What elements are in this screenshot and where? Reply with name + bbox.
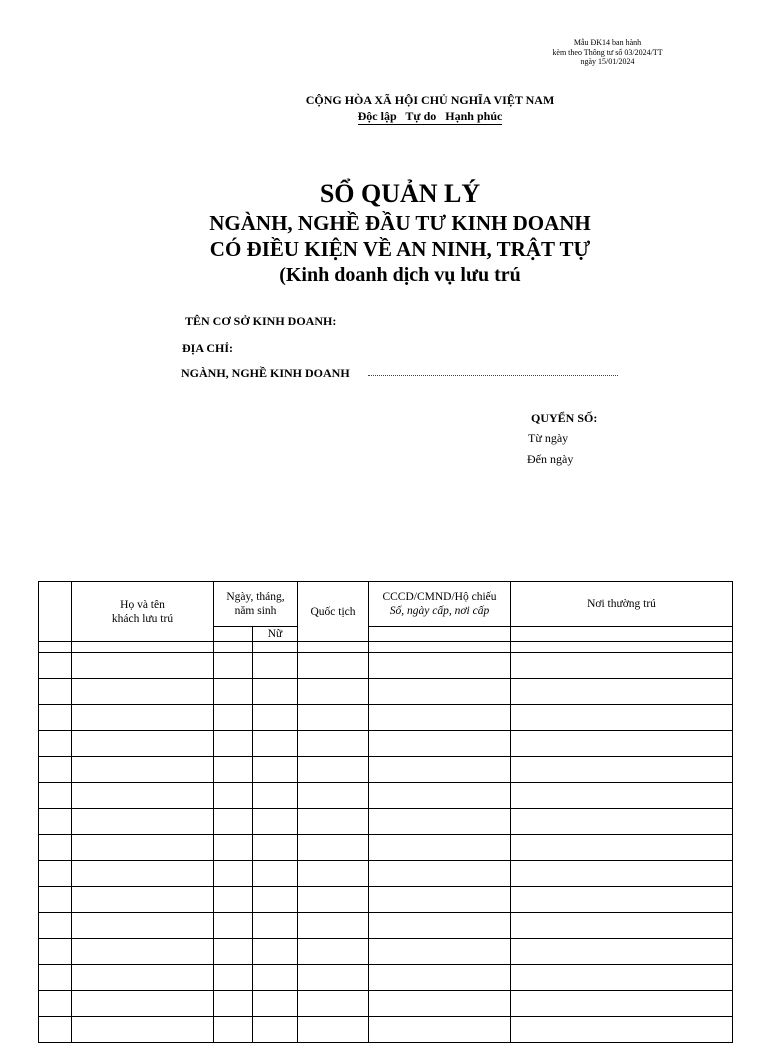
guest-register-table: [38, 581, 733, 1043]
business-sector-label: NGÀNH, NGHỀ KINH DOANH: [181, 366, 350, 380]
col-index-header: [39, 582, 72, 642]
national-motto: [200, 109, 660, 124]
table-row: [39, 835, 733, 861]
table-row: [39, 679, 733, 705]
guest-name-header-line1: Họ và tên: [120, 598, 165, 611]
table-header-row: [39, 582, 733, 627]
table-row: [39, 861, 733, 887]
col-dob-male-header: [214, 627, 253, 642]
from-date-label: Từ ngày: [528, 431, 569, 445]
col-dob-header: [214, 582, 298, 627]
form-note-line3: ngày 15/01/2024: [580, 57, 635, 66]
col-residence-header: Nơi thường trú: [511, 582, 733, 627]
form-note-line1: Mẫu ĐK14 ban hành: [573, 38, 642, 47]
document-subtitle-1: NGÀNH, NGHỀ ĐẦU TƯ KINH DOANH: [209, 211, 591, 235]
col-residence-subheader: [511, 627, 733, 642]
business-name-label: TÊN CƠ SỞ KINH DOANH:: [185, 314, 337, 328]
dob-header-line2: năm sinh: [234, 605, 277, 617]
table-row: [39, 913, 733, 939]
col-guest-name-header: [72, 582, 214, 642]
table-row: [39, 939, 733, 965]
table-row: [39, 1017, 733, 1043]
form-reference-note: [520, 38, 695, 67]
id-header-line2: Số, ngày cấp, nơi cấp: [389, 605, 490, 617]
col-id-subheader: [369, 627, 511, 642]
table-row: [39, 653, 733, 679]
table-row: [39, 642, 733, 653]
col-id-header: [369, 582, 511, 627]
table-row: [39, 809, 733, 835]
dob-header-line1: Ngày, tháng,: [226, 591, 285, 603]
table-row: [39, 705, 733, 731]
volume-number-label: QUYỂN SỐ:: [531, 411, 598, 425]
id-header-line1: CCCD/CMND/Hộ chiếu: [382, 591, 497, 603]
address-label: ĐỊA CHỈ:: [182, 341, 234, 355]
document-subtitle-2: CÓ ĐIỀU KIỆN VỀ AN NINH, TRẬT TỰ: [209, 237, 591, 261]
guest-name-header-line2: khách lưu trú: [111, 612, 174, 625]
motto-text: Độc lập Tự do Hạnh phúc: [357, 109, 503, 123]
col-dob-female-header: Nữ: [253, 627, 298, 642]
form-note-line2: kèm theo Thông tư số 03/2024/TT: [552, 47, 663, 57]
national-title: CỘNG HÒA XÃ HỘI CHỦ NGHĨA VIỆT NAM: [305, 93, 555, 107]
col-nationality-header: Quốc tịch: [298, 582, 369, 642]
sector-fill-line: [368, 369, 618, 376]
table-row: [39, 783, 733, 809]
document-title: SỔ QUẢN LÝ: [319, 179, 481, 208]
table-row: [39, 757, 733, 783]
to-date-label: Đến ngày: [527, 452, 574, 466]
table-row: [39, 731, 733, 757]
table-row: [39, 887, 733, 913]
document-subtitle-3: (Kinh doanh dịch vụ lưu trú: [279, 264, 521, 286]
table-row: [39, 991, 733, 1017]
table-row: [39, 965, 733, 991]
